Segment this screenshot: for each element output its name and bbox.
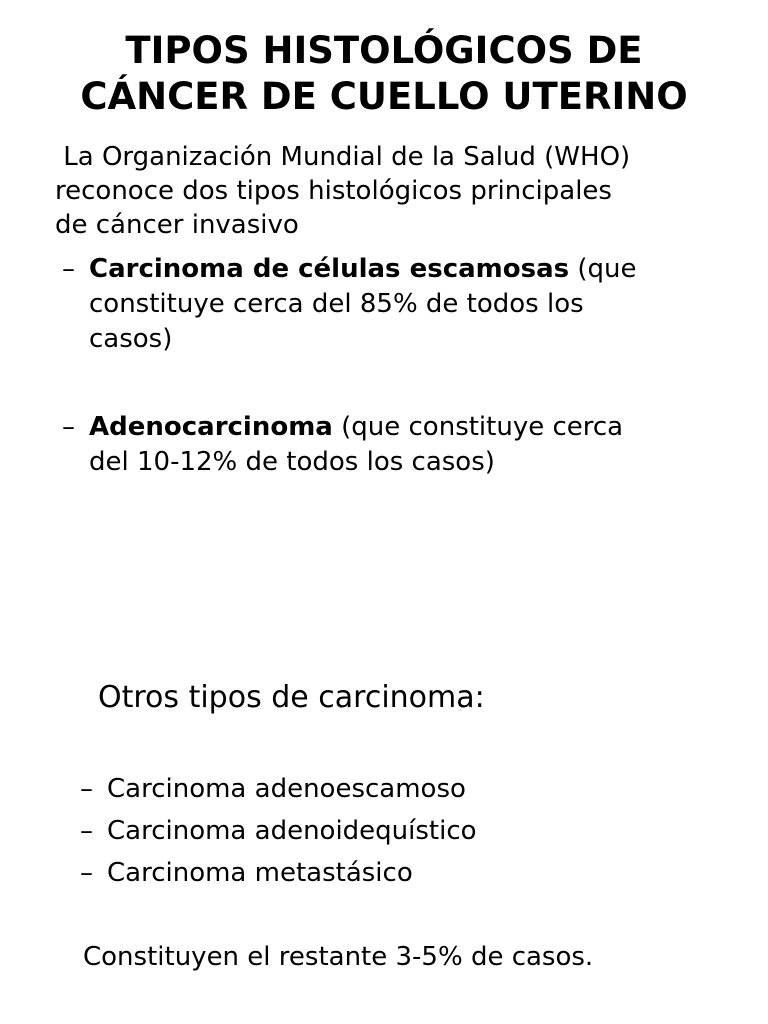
- bullet-bold-term: Carcinoma de células escamosas: [89, 254, 570, 284]
- bullet-text: [89, 410, 752, 480]
- bullet-dash: –: [80, 858, 93, 888]
- others-heading: Otros tipos de carcinoma:: [98, 680, 485, 715]
- bullet-line-1: [89, 410, 752, 445]
- list-item: [80, 856, 413, 890]
- intro-line-1: La Organización Mundial de la Salud (WHO): [55, 142, 631, 172]
- bullet-adenocarcinoma: [62, 410, 752, 480]
- bullet-line-1-rest: (que constituye cerca: [332, 412, 624, 442]
- bullet-squamous-carcinoma: [62, 252, 752, 357]
- bullet-bold-term: Adenocarcinoma: [89, 412, 333, 442]
- closing-statement: Constituyen el restante 3-5% de casos.: [83, 942, 594, 972]
- list-item-label: Carcinoma adenoidequístico: [107, 816, 477, 846]
- bullet-dash: –: [62, 254, 75, 284]
- bullet-line-2: del 10-12% de todos los casos): [89, 447, 495, 477]
- bullet-line-1-rest: (que: [569, 254, 637, 284]
- page-title: [0, 28, 768, 120]
- list-item-label: Carcinoma metastásico: [107, 858, 413, 888]
- bullet-line-3: casos): [89, 324, 173, 354]
- intro-paragraph: [55, 140, 745, 242]
- list-item-label: Carcinoma adenoescamoso: [107, 774, 466, 804]
- list-item: [80, 814, 477, 848]
- bullet-line-1: [89, 252, 752, 287]
- bullet-text: [89, 252, 752, 357]
- title-line-2: CÁNCER DE CUELLO UTERINO: [80, 75, 688, 118]
- intro-line-3: de cáncer invasivo: [55, 210, 299, 240]
- title-line-1: TIPOS HISTOLÓGICOS DE: [125, 29, 643, 72]
- list-item: [80, 772, 466, 806]
- intro-line-2: reconoce dos tipos histológicos principales: [55, 176, 612, 206]
- bullet-dash: –: [62, 412, 75, 442]
- bullet-dash: –: [80, 816, 93, 846]
- bullet-dash: –: [80, 774, 93, 804]
- bullet-line-2: constituye cerca del 85% de todos los: [89, 289, 584, 319]
